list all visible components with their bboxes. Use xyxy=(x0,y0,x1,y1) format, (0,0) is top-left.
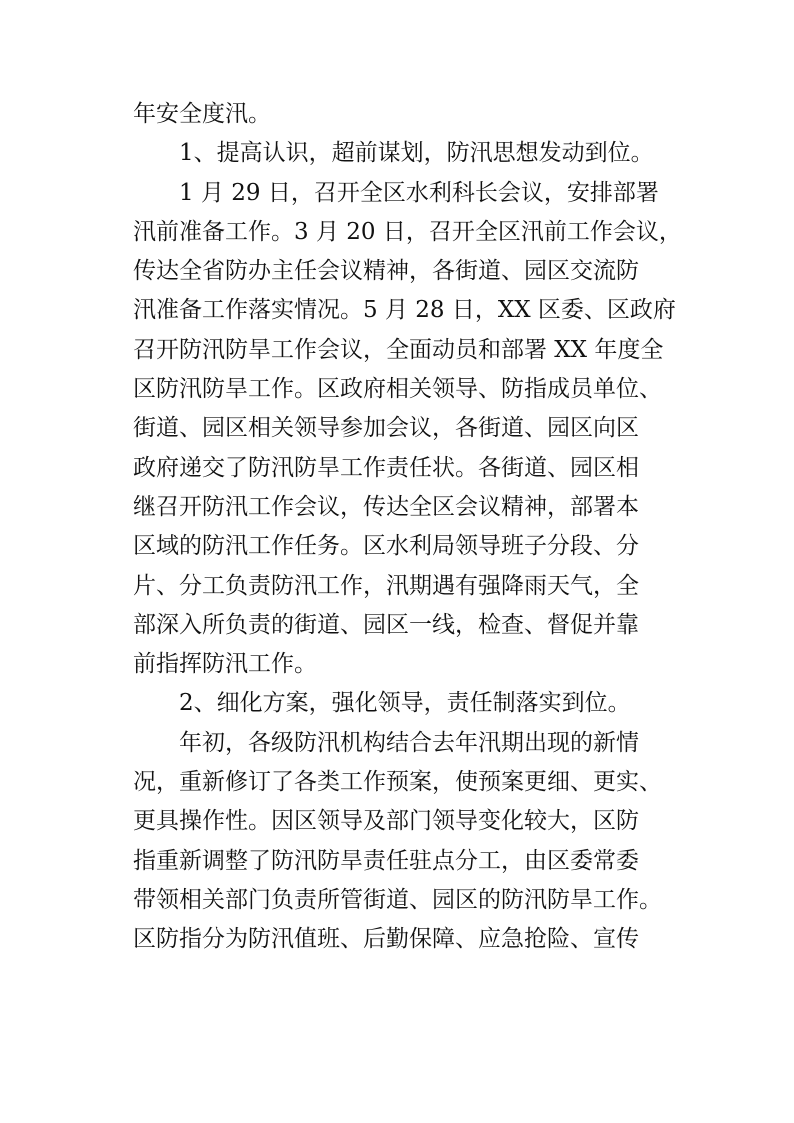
text-line: 区防指分为防汛值班、后勤保障、应急抢险、宣传 xyxy=(133,926,639,953)
text-line: 片、分工负责防汛工作，汛期遇有强降雨天气，全 xyxy=(133,572,639,599)
text-line: 年初，各级防汛机构结合去年汛期出现的新情 xyxy=(179,729,639,756)
text-line: 况，重新修订了各类工作预案，使预案更细、更实、 xyxy=(133,769,662,796)
text-line: 前指挥防汛工作。 xyxy=(133,651,317,678)
text-line: 区防汛防旱工作。区政府相关领导、防指成员单位、 xyxy=(133,376,662,403)
text-line: 汛准备工作落实情况。5 月 28 日，XX 区委、区政府 xyxy=(133,297,676,324)
text-line: 继召开防汛工作会议，传达全区会议精神，部署本 xyxy=(133,493,639,520)
text-line: 政府递交了防汛防旱工作责任状。各街道、园区相 xyxy=(133,454,639,481)
text-line: 指重新调整了防汛防旱责任驻点分工，由区委常委 xyxy=(133,847,639,874)
text-line: 街道、园区相关领导参加会议，各街道、园区向区 xyxy=(133,415,639,442)
text-line: 带领相关部门负责所管街道、园区的防汛防旱工作。 xyxy=(133,886,662,913)
text-line: 召开防汛防旱工作会议，全面动员和部署 XX 年度全 xyxy=(133,336,664,363)
text-line: 1、提高认识，超前谋划，防汛思想发动到位。 xyxy=(179,140,654,167)
text-line: 传达全省防办主任会议精神，各街道、园区交流防 xyxy=(133,258,639,285)
text-line: 汛前准备工作。3 月 20 日，召开全区汛前工作会议， xyxy=(133,218,682,245)
body-text xyxy=(133,95,682,960)
text-line: 1 月 29 日，召开全区水利科长会议，安排部署 xyxy=(179,179,659,206)
text-line: 区域的防汛工作任务。区水利局领导班子分段、分 xyxy=(133,533,639,560)
text-line: 部深入所负责的街道、园区一线，检查、督促并靠 xyxy=(133,611,639,638)
text-line: 2、细化方案，强化领导，责任制落实到位。 xyxy=(179,690,631,717)
text-line: 年安全度汛。 xyxy=(133,101,271,127)
text-line: 更具操作性。因区领导及部门领导变化较大，区防 xyxy=(133,808,639,835)
